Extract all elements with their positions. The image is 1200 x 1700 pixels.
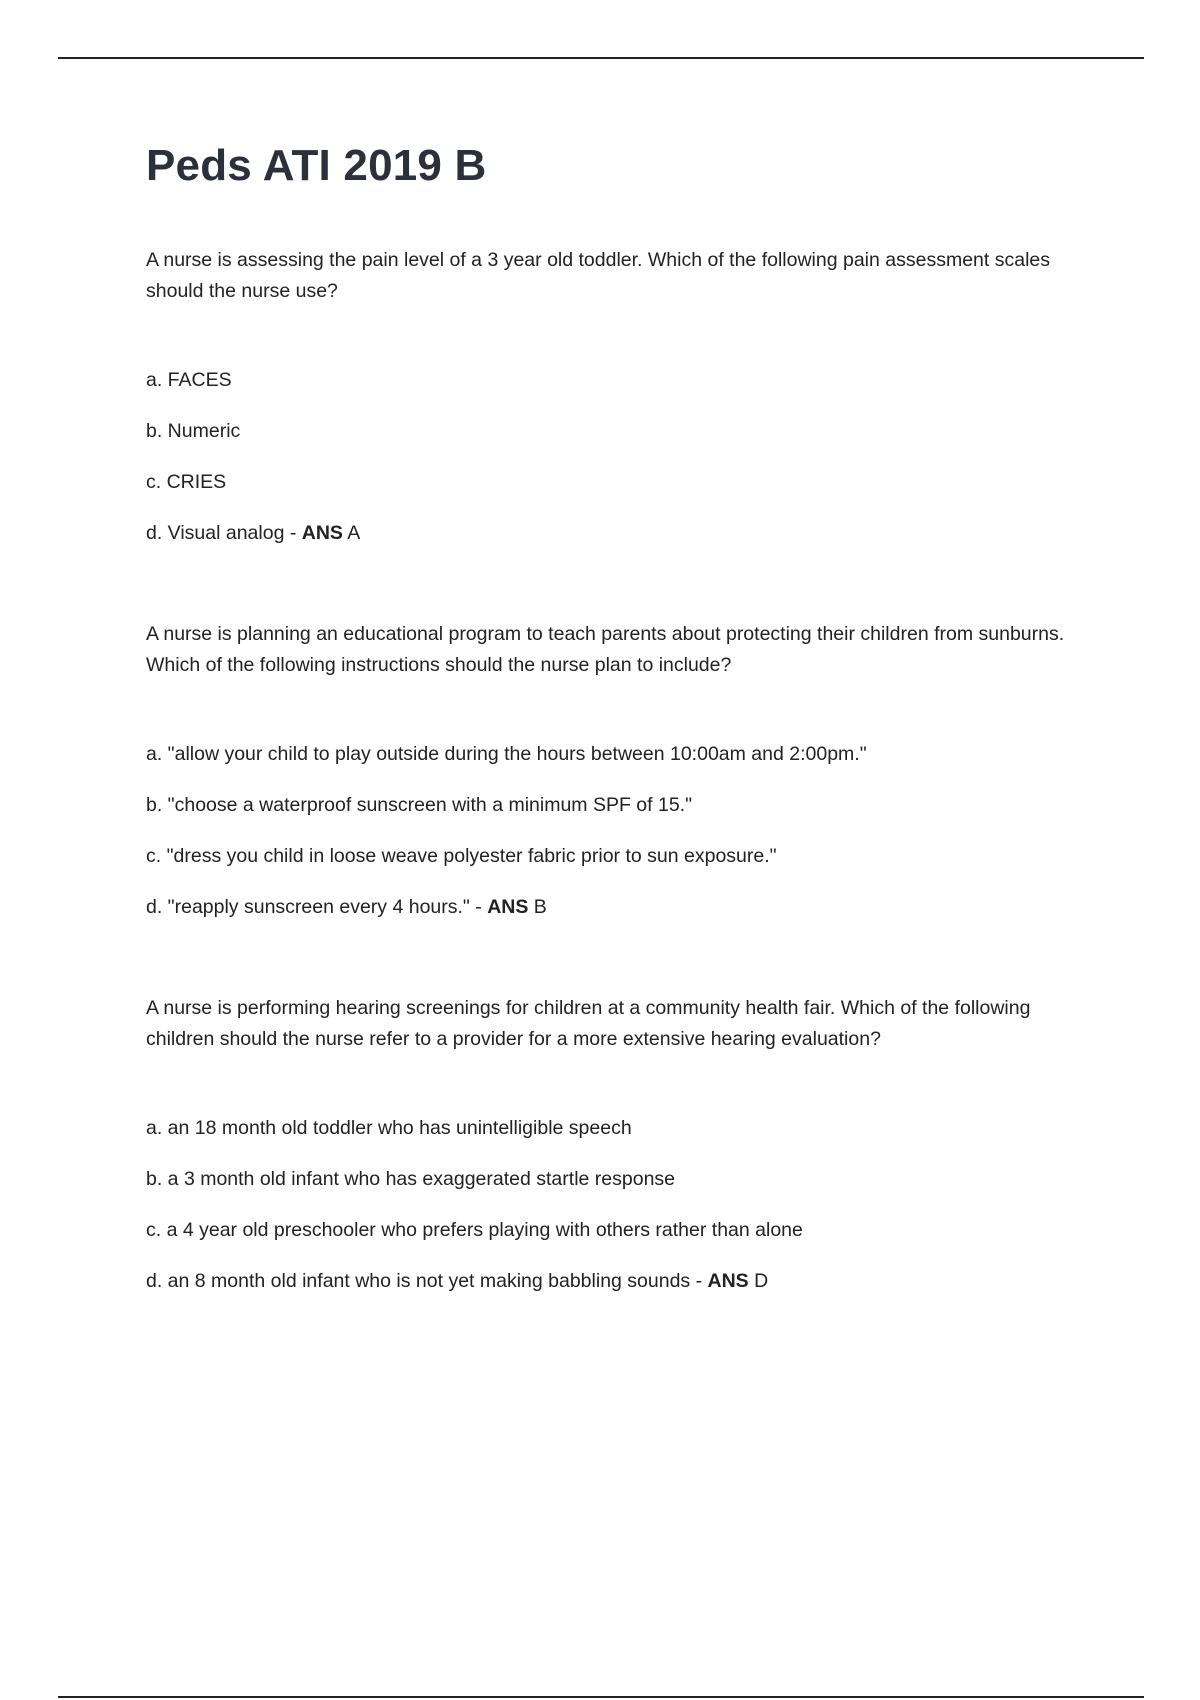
option-b: b. a 3 month old infant who has exaggerated startle response bbox=[146, 1167, 676, 1190]
answer-label: ANS bbox=[301, 521, 343, 544]
question-block bbox=[146, 993, 1096, 1293]
answer-value: B bbox=[528, 895, 547, 918]
option-d-with-answer bbox=[146, 895, 1096, 919]
option-c: c. "dress you child in loose weave polyester fabric prior to sun exposure." bbox=[146, 844, 777, 867]
option-a: a. "allow your child to play outside during the hours between 10:00am and 2:00pm." bbox=[146, 742, 867, 765]
option-a: a. FACES bbox=[146, 368, 232, 391]
option-d-with-answer bbox=[146, 1269, 1096, 1293]
top-divider bbox=[58, 57, 1144, 59]
option-c: c. a 4 year old preschooler who prefers playing with others rather than alone bbox=[146, 1218, 803, 1241]
option-c: c. CRIES bbox=[146, 470, 227, 493]
option-a: a. an 18 month old toddler who has unintelligible speech bbox=[146, 1116, 632, 1139]
option-b: b. Numeric bbox=[146, 419, 241, 442]
option-d: d. Visual analog - bbox=[146, 521, 302, 544]
answer-value: D bbox=[748, 1269, 769, 1292]
option-d-with-answer bbox=[146, 521, 1096, 545]
document-title: Peds ATI 2019 B bbox=[146, 141, 487, 190]
answer-label: ANS bbox=[707, 1269, 749, 1292]
question-block bbox=[146, 245, 1096, 545]
answer-value: A bbox=[342, 521, 361, 544]
option-b: b. "choose a waterproof sunscreen with a minimum SPF of 15." bbox=[146, 793, 693, 816]
option-d: d. an 8 month old infant who is not yet making babbling sounds - bbox=[146, 1269, 708, 1292]
question-block bbox=[146, 619, 1096, 919]
answer-label: ANS bbox=[487, 895, 529, 918]
document-body bbox=[146, 140, 1096, 1367]
question-text: A nurse is planning an educational program to teach parents about protecting their children from sunburns. Which of the following instructions should the nurse plan to include? bbox=[146, 622, 1065, 676]
option-d: d. "reapply sunscreen every 4 hours." - bbox=[146, 895, 488, 918]
question-text: A nurse is performing hearing screenings for children at a community health fair. Which of the following children should the nurse refer to a provider for a more extensive hearing evaluation? bbox=[146, 996, 1031, 1050]
question-text: A nurse is assessing the pain level of a 3 year old toddler. Which of the following pain assessment scales should the nurse use? bbox=[146, 248, 1050, 302]
bottom-divider bbox=[58, 1696, 1144, 1698]
